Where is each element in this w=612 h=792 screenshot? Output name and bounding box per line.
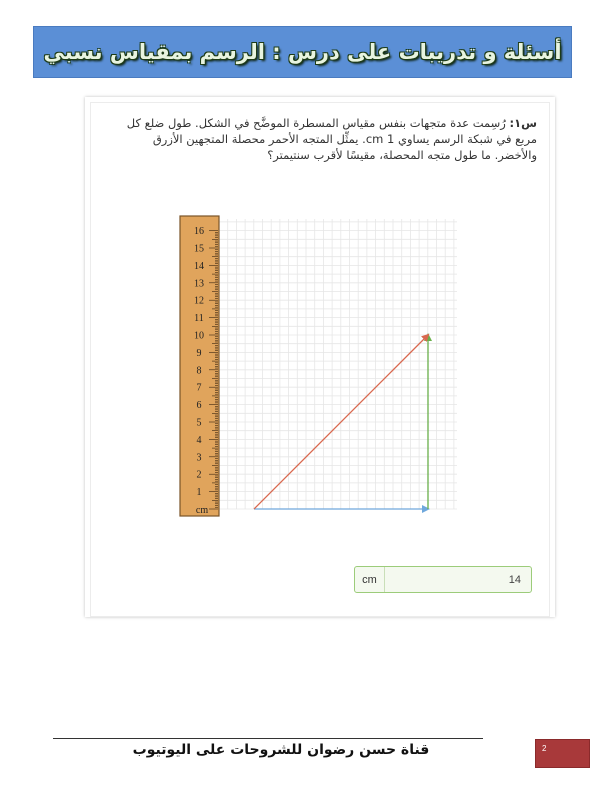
ruler-label: 6 [196,400,202,412]
question-text-block [107,115,537,163]
page-title: أسئلة و تدريبات على درس : الرسم بمقياس نسبي [43,40,562,64]
grid [219,219,457,509]
question-number: س١: [509,116,537,130]
vector-figure [179,215,459,520]
question-text: رُسِمت عدة متجهات بنفس مقياس المسطرة الموضَّح في الشكل. طول ضلع كل مربع في شبكة الرسم يساوي 1 cm. يمثِّل المتجه الأحمر محصلة المتجهين الأزرق والأخضر. ما طول متجه المحصلة، مقيسًا لأقرب سنتيمتر؟ [126,116,537,162]
ruler-label: 14 [194,260,204,272]
title-banner [33,26,572,78]
ruler-label: 3 [196,452,202,464]
ruler-label: 16 [194,226,204,238]
ruler-label: 12 [194,295,204,307]
answer-unit: cm [355,567,385,592]
ruler-label: 11 [194,313,204,325]
ruler-label: 5 [196,417,202,429]
ruler-unit-label: cm [195,505,209,516]
ruler-label: 15 [194,243,204,255]
ruler-label: 1 [196,487,202,499]
ruler-label: 4 [196,434,202,446]
answer-value[interactable]: 14 [508,573,521,586]
page-number-box [535,739,590,768]
ruler-label: 7 [196,382,202,394]
answer-input[interactable] [354,566,532,593]
footer-channel-name: قناة حسن رضوان للشروحات على اليوتيوب [132,742,430,758]
ruler-label: 2 [196,469,202,481]
page-number: 2 [542,744,547,753]
ruler-label: 10 [194,330,204,342]
ruler-label: 9 [196,347,202,359]
ruler-label: 8 [196,365,202,377]
footer-divider [53,738,483,739]
ruler-label: 13 [194,278,204,290]
ruler [180,216,219,516]
